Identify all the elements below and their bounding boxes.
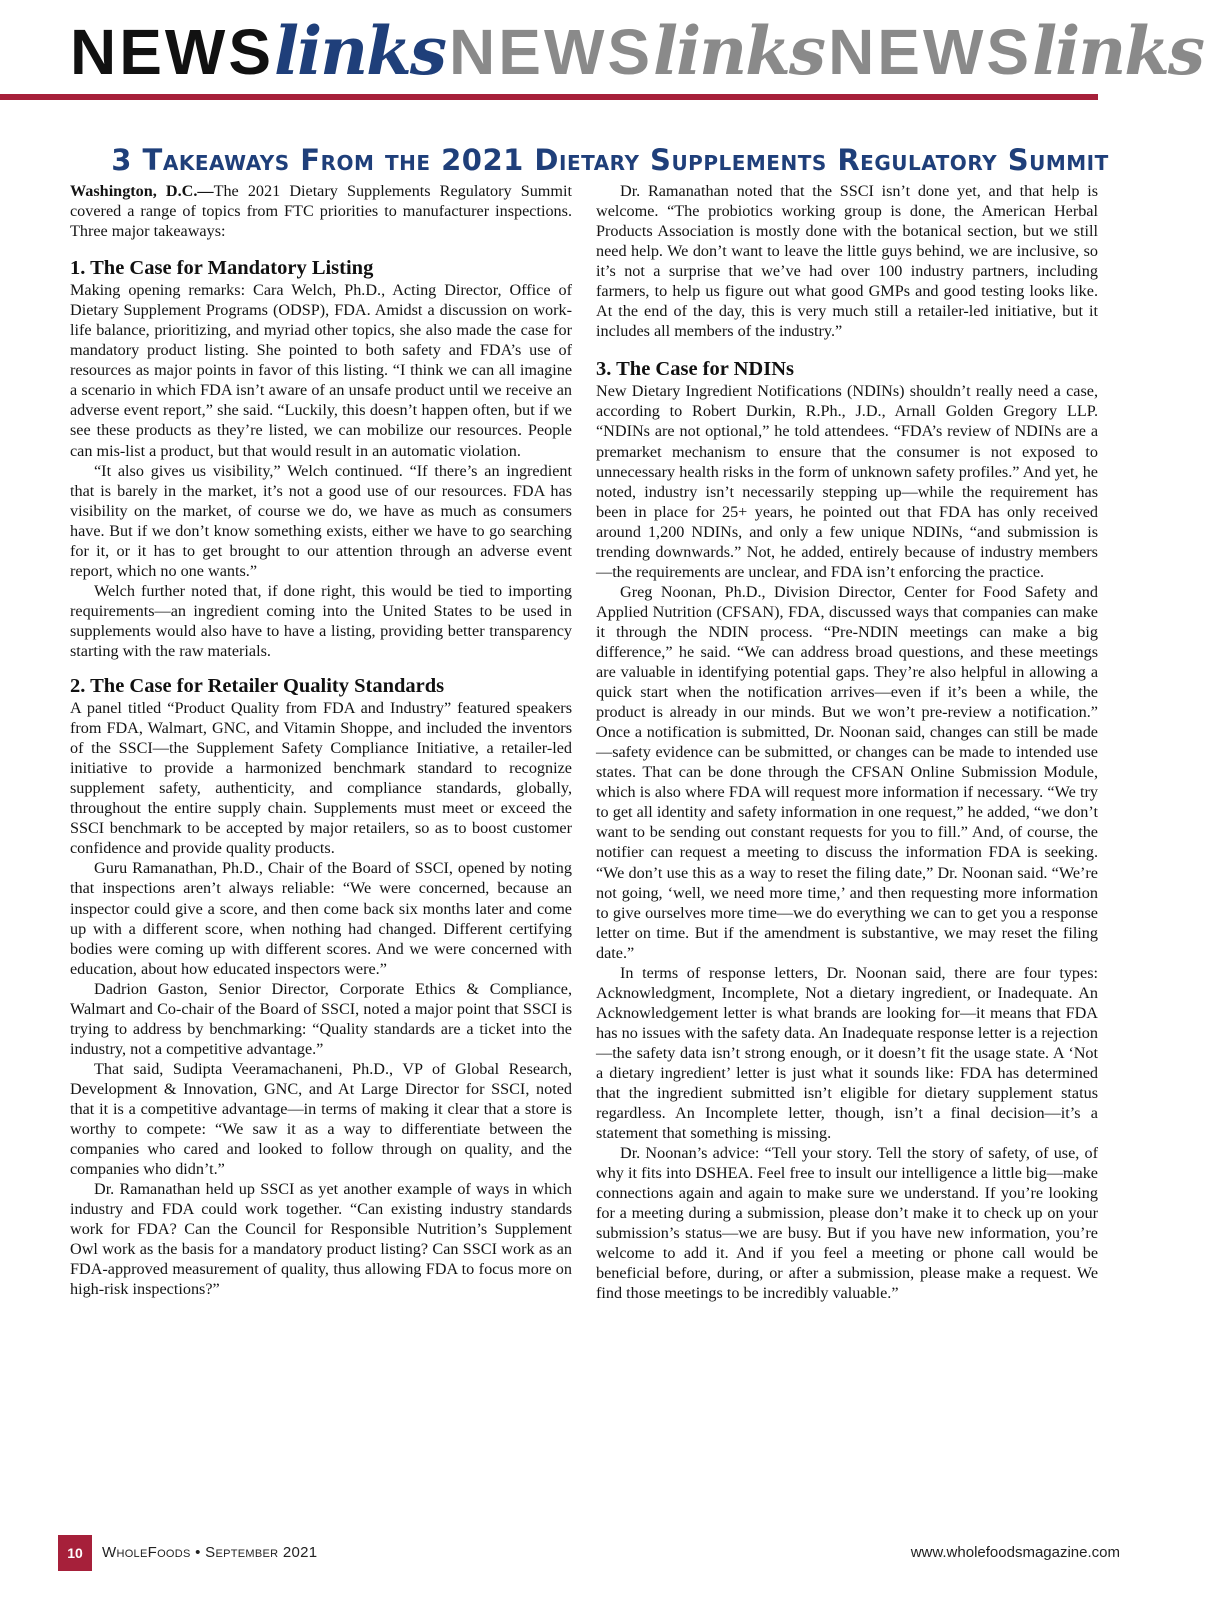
masthead-links-2: links [653,12,825,90]
intro-paragraph [70,181,572,241]
website-link[interactable]: www.wholefoodsmagazine.com [910,1544,1120,1561]
section-1-paragraph-3: Welch further noted that, if done right, this would be tied to importing requirements—an ingredient coming into the United States to be used in supplements would also have to have a listing, providing better transparency starting with the raw materials. [70,581,572,660]
section-2-paragraph-2: Guru Ramanathan, Ph.D., Chair of the Board of SSCI, opened by noting that inspections aren’t always reliable: “We were concerned, because an inspector could give a score, and then come back six months later and come up with a different score, when nothing had changed. Different certifying bodies were coming up with different scores. And we were concerned with education, about how educated inspectors were.” [70,859,572,978]
section-1-paragraph-2: “It also gives us visibility,” Welch continued. “If there’s an ingredient that is barely in the market, it’s not a good use of our resources. FDA has visibility on the market, of course we do, we have as much as consumers have. But if we don’t know something exists, either we have to go searching for it, or it has to get brought to our attention through an adverse event report, which no one wants.” [70,461,572,580]
section-3-paragraph-2: Greg Noonan, Ph.D., Division Director, Center for Food Safety and Applied Nutrition (CFSAN), FDA, discussed ways that companies can make it through the NDIN process. “Pre-NDIN meetings can make a big difference,” he said. “We can address broad questions, and these meetings are valuable in identifying potential gaps. They’re also helpful in allowing a quick start when the notification arrives—even if it’s been a while, the product is already in our minds. But we won’t pre-review a notification.” Once a notification is submitted, Dr. Noonan said, changes can still be made—safety evidence can be submitted, or changes can be made to intended use states. That can be done through the CFSAN Online Submission Module, which is also where FDA will request more information if necessary. “We try to get all identity and safety information in one request,” he added, “we don’t want to be sending out constant requests for you to fill.” And, of course, the notifier can request a meeting to discuss the information FDA is seeking. “We don’t use this as a way to reset the filing date,” Dr. Noonan said. “We’re not going, ‘well, we need more time,’ and then requesting more information to give ourselves more time—we do everything we can to get you a response letter on time. But if the amendment is substantive, we may reset the filing date.” [596,582,1098,962]
masthead-rule [0,94,1098,100]
intro-text: The 2021 Dietary Supplements Regulatory Summit covered a range of topics from FTC priorities to manufacturer inspections. Three major takeaways: [70,182,572,241]
page-footer [58,1535,1120,1571]
section-3-paragraph-3: In terms of response letters, Dr. Noonan said, there are four types: Acknowledgment, Incomplete, Not a dietary ingredient, or Inadequate. An Acknowledgement letter is what brands are looking for—it means that FDA has no issues with the safety data. An Inadequate response letter is a rejection—the safety data isn’t strong enough, or it doesn’t fit the usage state. A ‘Not a dietary ingredient’ letter is just what it sounds like: FDA has determined that the ingredient submitted isn’t eligible for dietary supplement status regardless. An Incomplete letter, though, isn’t a final decision—it’s a statement that something is missing. [596,963,1098,1143]
section-2-paragraph-4: That said, Sudipta Veeramachaneni, Ph.D., VP of Global Research, Development & Innovation, GNC, and At Large Director for SSCI, noted that it is a competitive advantage—in terms of making it clear that a store is worthy to compete: “We saw it as a way to differentiate between the companies who cared and looked to follow through on quality, and the companies who didn’t.” [70,1059,572,1179]
column-right [596,181,1098,1304]
masthead-links-3: links [1032,12,1204,90]
dateline: Washington, D.C.— [70,182,214,200]
masthead-links-1: links [274,12,446,90]
section-3-paragraph-4: Dr. Noonan’s advice: “Tell your story. Tell the story of safety, of use, of why it fits into DSHEA. Feel free to insult our intelligence a little big—make connections again and again to make sure we understand. If you’re looking for a meeting during a submission, please don’t make it to check up on your submission’s status—we are busy. But if you have new information, you’re welcome to add it. And if you feel a meeting or phone call would be beneficial before, during, or after a submission, please make a request. We find those meetings to be incredibly valuable.” [596,1144,1098,1303]
section-2-heading: 2. The Case for Retailer Quality Standards [70,675,445,698]
masthead-news-1: NEWS [70,16,274,88]
publication-line: WholeFoods • September 2021 [102,1544,318,1561]
column-left [70,181,572,1299]
masthead [70,12,1204,94]
section-2-paragraph-1: A panel titled “Product Quality from FDA and Industry” featured speakers from FDA, Walmart, GNC, and Vitamin Shoppe, and included the inventors of the SSCI—the Supplement Safety Compliance Initiative, a retailer-led initiative to provide a harmonized benchmark standard to recognize supplement safety, authenticity, and compliance standards, globally, throughout the entire supply chain. Supplements must meet or exceed the SSCI benchmark to be accepted by major retailers, so as to boost customer confidence and provide quality products. [70,699,572,858]
masthead-news-3: NEWS [828,16,1033,88]
section-3-heading: 3. The Case for NDINs [596,358,794,381]
page-number: 10 [58,1535,92,1571]
section-1-paragraph-1: Making opening remarks: Cara Welch, Ph.D., Acting Director, Office of Dietary Supplement Programs (ODSP), FDA. Amidst a discussion on work-life balance, prioritizing, and myriad other topics, she also made the case for mandatory product listing. She pointed to both safety and FDA’s use of resources as major points in favor of this listing. “I think we can all imagine a scenario in which FDA isn’t aware of an unsafe product until we receive an adverse event report,” she said. “Luckily, this doesn’t happen often, but if we see these products as they’re listed, we can mobilize our resources. People can mis-list a product, but that would result in an automatic violation. [70,281,572,460]
section-2-paragraph-5: Dr. Ramanathan held up SSCI as yet another example of ways in which industry and FDA could work together. “Can existing industry standards work for FDA? Can the Council for Responsible Nutrition’s Supplement Owl work as the basis for a mandatory product listing? Can SSCI work as an FDA-approved measurement of quality, thus allowing FDA to focus more on high-risk inspections?” [70,1180,572,1299]
section-2-paragraph-6: Dr. Ramanathan noted that the SSCI isn’t done yet, and that help is welcome. “The probiotics working group is done, the American Herbal Products Association is mostly done with the botanical section, but we still need help. We don’t want to leave the little guys behind, we are inclusive, so it’s not a surprise that we’ve had over 100 industry partners, including farmers, to help us figure out what good GMPs and good testing looks like. At the end of the day, this is very much still a retailer-led initiative, but it includes all members of the industry.” [596,182,1098,341]
masthead-news-2: NEWS [449,16,654,88]
section-2-paragraph-3: Dadrion Gaston, Senior Director, Corporate Ethics & Compliance, Walmart and Co-chair of the Board of SSCI, noted a major point that SSCI is trying to address by benchmarking: “Quality standards are a ticket into the industry, not a competitive advantage.” [70,979,572,1058]
article-title: 3 Takeaways From the 2021 Dietary Supplements Regulatory Summit [111,143,1109,178]
section-1-heading: 1. The Case for Mandatory Listing [70,257,374,280]
section-3-paragraph-1: New Dietary Ingredient Notifications (NDINs) shouldn’t really need a case, according to Robert Durkin, R.Ph., J.D., Arnall Golden Gregory LLP. “NDINs are not optional,” he told attendees. “FDA’s review of NDINs are a premarket mechanism to ensure that the consumer is not exposed to unnecessary health risks in the form of unknown safety profiles.” And yet, he noted, industry isn’t necessarily stepping up—while the requirement has been in place for 25+ years, he pointed out that FDA has only received around 1,200 NDINs, and only a few unique NDINs, “and submission is trending downwards.” Not, he added, entirely because of industry members—the requirements are unclear, and FDA isn’t enforcing the practice. [596,382,1098,581]
